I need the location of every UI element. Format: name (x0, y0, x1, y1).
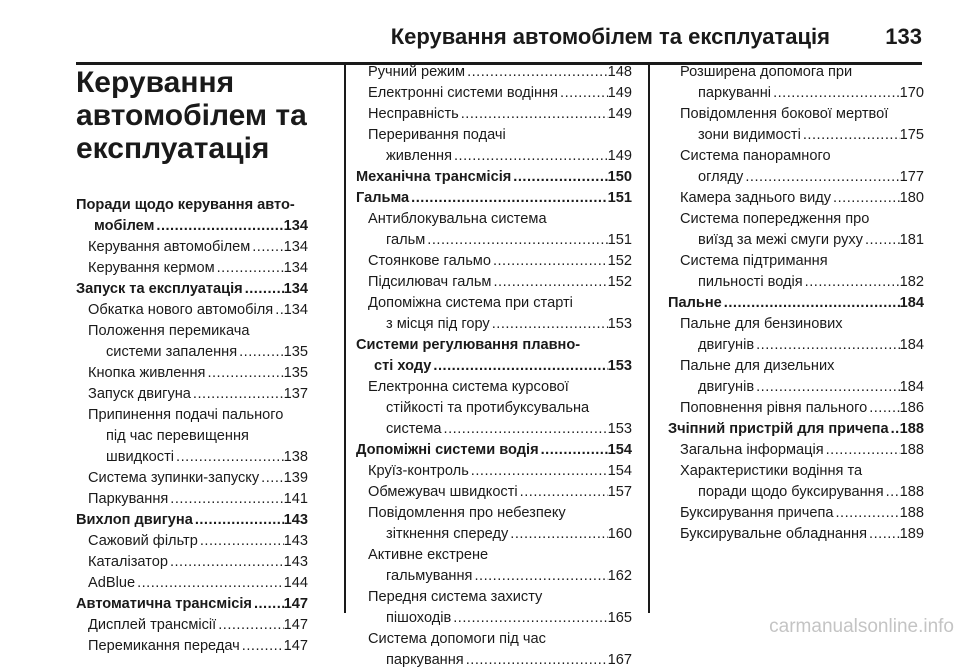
toc-section-entry[interactable] (76, 594, 308, 615)
toc-subsection-entry[interactable] (668, 62, 924, 104)
toc-leader-dots (472, 566, 607, 587)
toc-subsection-entry[interactable] (76, 468, 308, 489)
toc-leader-dots (863, 230, 900, 251)
toc-page-number: 188 (899, 484, 924, 500)
toc-leader-dots (889, 419, 900, 440)
toc-leader-dots (259, 468, 283, 489)
toc-entry-label: живлення (386, 148, 452, 164)
toc-leader-dots (490, 314, 608, 335)
toc-page-number: 138 (283, 449, 308, 465)
toc-subsection-entry[interactable] (668, 188, 924, 209)
toc-entry-label: Антиблокувальна система (368, 211, 547, 227)
toc-page-number: 167 (607, 652, 632, 668)
toc-entry-label: Вихлоп двигуна (76, 512, 193, 528)
toc-entry-label: Електронні системи водіння (368, 85, 559, 101)
toc-subsection-entry[interactable] (76, 300, 308, 321)
toc-page-number: 134 (283, 281, 308, 297)
toc-entry-label: Запуск двигуна (88, 386, 191, 402)
toc-page-number: 170 (899, 85, 924, 101)
toc-page-number: 153 (607, 421, 632, 437)
toc-entry-label: Розширена допомога при (680, 64, 853, 80)
page-header (76, 18, 922, 65)
toc-entry-label: Керування автомобілем (88, 239, 251, 255)
toc-subsection-entry[interactable] (76, 489, 308, 510)
toc-subsection-entry[interactable] (356, 629, 632, 671)
toc-entry-label: пильності водія (698, 274, 803, 290)
toc-page-number: 165 (607, 610, 632, 626)
toc-entry-label: Буксирування причепа (680, 505, 834, 521)
chapter-title (76, 66, 308, 165)
toc-entry-label: Камера заднього виду (680, 190, 832, 206)
toc-entry-label: Буксирувальне обладнання (680, 526, 868, 542)
header-title: Керування автомобілем та експлуатація (390, 24, 830, 49)
toc-subsection-entry[interactable] (356, 503, 632, 545)
toc-subsection-entry[interactable] (668, 356, 924, 398)
toc-page-number: 154 (607, 463, 632, 479)
toc-subsection-entry[interactable] (356, 482, 632, 503)
toc-leader-dots (801, 125, 900, 146)
toc-subsection-entry[interactable] (356, 461, 632, 482)
toc-entry-label: Система зупинки-запуску (88, 470, 260, 486)
toc-page-number: 134 (283, 239, 308, 255)
header-page-number: 133 (885, 24, 922, 49)
toc-leader-dots (539, 440, 608, 461)
toc-leader-dots (451, 608, 607, 629)
toc-leader-dots (867, 524, 900, 545)
column-divider (344, 64, 346, 613)
toc-leader-dots (240, 636, 284, 657)
toc-subsection-entry[interactable] (76, 615, 308, 636)
toc-entry-label: Зчіпний пристрій для причепа (668, 421, 889, 437)
toc-page-number: 149 (607, 85, 632, 101)
toc-leader-dots (508, 524, 607, 545)
toc-leader-dots (243, 279, 284, 300)
toc-page-number: 147 (283, 596, 308, 612)
toc-entry-label: Характеристики водіння та (680, 463, 863, 479)
toc-leader-dots (135, 573, 284, 594)
toc-subsection-entry[interactable] (76, 552, 308, 573)
toc-page-number: 149 (607, 106, 632, 122)
toc-leader-dots (452, 146, 608, 167)
toc-entry-label: Сажовий фільтр (88, 533, 198, 549)
toc-subsection-entry[interactable] (356, 209, 632, 251)
toc-entry-label: паркуванні (698, 85, 772, 101)
toc-entry-label: зони видимості (698, 127, 801, 143)
toc-entry-label: Системи регулювання плавно- (356, 337, 581, 353)
toc-section-entry[interactable] (76, 195, 308, 237)
toc-subsection-entry[interactable] (356, 377, 632, 440)
toc-subsection-entry[interactable] (356, 272, 632, 293)
toc-page-number: 141 (283, 491, 308, 507)
toc-entry-label: Система панорамного (680, 148, 831, 164)
toc-entry-label: швидкості (106, 449, 175, 465)
toc-entry-label: Положення перемикача (88, 323, 250, 339)
toc-leader-dots (168, 552, 284, 573)
toc-entry-label: Система підтримання (680, 253, 828, 269)
toc-page-number: 152 (607, 274, 632, 290)
toc-entry-label: Кнопка живлення (88, 365, 206, 381)
toc-subsection-entry[interactable] (76, 405, 308, 468)
toc-entry-label: Перемикання передач (88, 638, 240, 654)
toc-page-number: 152 (607, 253, 632, 269)
toc-entry-label: мобілем (94, 218, 155, 234)
toc-subsection-entry[interactable] (668, 524, 924, 545)
toc-leader-dots (193, 510, 284, 531)
toc-page-number: 188 (899, 505, 924, 521)
toc-leader-dots (409, 188, 607, 209)
toc-entry-label: Запуск та експлуатація (76, 281, 243, 297)
toc-leader-dots (754, 377, 900, 398)
toc-entry-label: двигунів (698, 337, 755, 353)
toc-entry-label: Пальне (668, 295, 722, 311)
toc-entry-label: Переривання подачі (368, 127, 506, 143)
toc-page-number: 143 (283, 512, 308, 528)
toc-page-number: 153 (607, 316, 632, 332)
toc-subsection-entry[interactable] (76, 573, 308, 594)
toc-leader-dots (511, 167, 607, 188)
toc-entry-label: сті ходу (374, 358, 432, 374)
toc-entry-label: стійкості та протибуксувальна (386, 400, 590, 416)
toc-page-number: 180 (899, 190, 924, 206)
toc-subsection-entry[interactable] (356, 125, 632, 167)
toc-subsection-entry[interactable] (356, 83, 632, 104)
toc-entry-label: огляду (698, 169, 744, 185)
toc-leader-dots (884, 482, 900, 503)
toc-subsection-entry[interactable] (668, 398, 924, 419)
toc-subsection-entry[interactable] (356, 104, 632, 125)
toc-subsection-entry[interactable] (76, 363, 308, 384)
toc-entry-label: пішоходів (386, 610, 452, 626)
toc-entry-label: гальм (386, 232, 426, 248)
toc-leader-dots (237, 342, 284, 363)
toc-page-number: 151 (607, 190, 632, 206)
toc-page-number: 162 (607, 568, 632, 584)
toc-entry-label: Дисплей трансмісії (88, 617, 217, 633)
toc-page-number: 149 (607, 148, 632, 164)
toc-leader-dots (464, 650, 608, 671)
toc-column-2 (356, 62, 632, 671)
toc-page-number: 157 (607, 484, 632, 500)
toc-leader-dots (174, 447, 284, 468)
toc-entry-label: Система попередження про (680, 211, 870, 227)
toc-entry-label: Система допомоги під час (368, 631, 546, 647)
column-divider (648, 64, 650, 613)
toc-entry-label: Пальне для дизельних (680, 358, 835, 374)
toc-entry-label: Повідомлення про небезпеку (368, 505, 566, 521)
toc-page-number: 147 (283, 638, 308, 654)
toc-page-number: 150 (607, 169, 632, 185)
toc-subsection-entry[interactable] (76, 531, 308, 552)
toc-page-number: 143 (283, 554, 308, 570)
toc-subsection-entry[interactable] (668, 503, 924, 524)
toc-subsection-entry[interactable] (76, 636, 308, 657)
toc-page-number: 184 (899, 295, 924, 311)
toc-entry-label: Автоматична трансмісія (76, 596, 252, 612)
toc-section-entry[interactable] (668, 293, 924, 314)
toc-page-number: 137 (283, 386, 308, 402)
toc-page-number: 186 (899, 400, 924, 416)
toc-subsection-entry[interactable] (668, 440, 924, 461)
toc-page-number: 144 (283, 575, 308, 591)
toc-section-entry[interactable] (356, 440, 632, 461)
toc-subsection-entry[interactable] (668, 209, 924, 251)
toc-entry-label: Обкатка нового автомобіля (88, 302, 274, 318)
toc-entry-label: Підсилювач гальм (368, 274, 492, 290)
toc-page-number: 175 (899, 127, 924, 143)
toc-leader-dots (425, 230, 607, 251)
toc-section-entry[interactable] (356, 188, 632, 209)
toc-page-number: 147 (283, 617, 308, 633)
toc-leader-dots (273, 300, 283, 321)
toc-subsection-entry[interactable] (668, 461, 924, 503)
chapter-title-line: експлуатація (76, 132, 270, 165)
toc-leader-dots (831, 188, 900, 209)
toc-entry-label: Ручний режим (368, 64, 466, 80)
toc-entry-label: Гальма (356, 190, 410, 206)
toc-section-entry[interactable] (76, 279, 308, 300)
toc-entry-label: Допоміжна система при старті (368, 295, 573, 311)
toc-leader-dots (442, 419, 608, 440)
toc-leader-dots (216, 615, 283, 636)
chapter-title-line: автомобілем та (76, 99, 307, 132)
toc-entry-label: системи запалення (106, 344, 238, 360)
toc-leader-dots (491, 251, 608, 272)
toc-entry-label: виїзд за межі смуги руху (698, 232, 863, 248)
toc-section-entry[interactable] (356, 335, 632, 377)
toc-entry-label: паркування (386, 652, 464, 668)
toc-leader-dots (722, 293, 900, 314)
toc-leader-dots (250, 237, 283, 258)
toc-entry-label: Поради щодо керування авто- (76, 197, 295, 213)
toc-leader-dots (431, 356, 607, 377)
toc-section-entry[interactable] (356, 167, 632, 188)
toc-page-number: 181 (899, 232, 924, 248)
toc-entry-label: Пальне для бензинових (680, 316, 843, 332)
toc-entry-label: з місця під гору (386, 316, 490, 332)
toc-page-number: 184 (899, 337, 924, 353)
toc-leader-dots (469, 461, 608, 482)
toc-page-number: 134 (283, 218, 308, 234)
toc-page-number: 160 (607, 526, 632, 542)
toc-subsection-entry[interactable] (356, 545, 632, 587)
toc-entry-label: Припинення подачі пального (88, 407, 284, 423)
toc-page-number: 188 (899, 421, 924, 437)
toc-entry-label: Несправність (368, 106, 459, 122)
toc-subsection-entry[interactable] (76, 237, 308, 258)
toc-page-number: 143 (283, 533, 308, 549)
toc-entry-label: Поповнення рівня пального (680, 400, 868, 416)
toc-leader-dots (834, 503, 900, 524)
toc-leader-dots (518, 482, 608, 503)
toc-page-number: 188 (899, 442, 924, 458)
toc-entry-label: Механічна трансмісія (356, 169, 512, 185)
toc-entry-label: Паркування (88, 491, 169, 507)
toc-column-1 (76, 62, 308, 657)
toc-entry-label: AdBlue (88, 575, 136, 591)
toc-entry-label: Керування кермом (88, 260, 215, 276)
toc-entry-label: Повідомлення бокової мертвої (680, 106, 889, 122)
toc-entry-label: система (386, 421, 442, 437)
toc-leader-dots (465, 62, 608, 83)
toc-page-number: 134 (283, 302, 308, 318)
toc-leader-dots (558, 83, 608, 104)
toc-leader-dots (754, 335, 900, 356)
toc-leader-dots (198, 531, 284, 552)
toc-entry-label: Електронна система курсової (368, 379, 569, 395)
toc-entry-label: гальмування (386, 568, 473, 584)
toc-leader-dots (803, 272, 900, 293)
toc-subsection-entry[interactable] (356, 293, 632, 335)
toc-leader-dots (459, 104, 608, 125)
toc-leader-dots (252, 594, 284, 615)
toc-leader-dots (743, 167, 899, 188)
toc-subsection-entry[interactable] (76, 384, 308, 405)
toc-leader-dots (205, 363, 283, 384)
toc-entry-label: Круїз-контроль (368, 463, 469, 479)
toc-leader-dots (215, 258, 284, 279)
toc-page-number: 135 (283, 344, 308, 360)
toc-page-number: 177 (899, 169, 924, 185)
toc-subsection-entry[interactable] (668, 104, 924, 146)
toc-section-entry[interactable] (668, 419, 924, 440)
toc-subsection-entry[interactable] (668, 146, 924, 188)
toc-subsection-entry[interactable] (76, 321, 308, 363)
toc-leader-dots (824, 440, 900, 461)
toc-entry-label: під час перевищення (106, 428, 249, 444)
toc-page-number: 154 (607, 442, 632, 458)
toc-leader-dots (771, 83, 900, 104)
toc-entry-label: Активне екстрене (368, 547, 489, 563)
toc-page-number: 151 (607, 232, 632, 248)
toc-column-3 (668, 62, 924, 545)
toc-page-number: 134 (283, 260, 308, 276)
toc-section-entry[interactable] (76, 510, 308, 531)
chapter-title-line: Керування (76, 66, 235, 99)
toc-subsection-entry[interactable] (668, 314, 924, 356)
toc-subsection-entry[interactable] (356, 251, 632, 272)
toc-page-number: 184 (899, 379, 924, 395)
watermark-text: carmanualsonline.info (769, 616, 954, 637)
toc-entry-label: зіткнення спереду (386, 526, 509, 542)
toc-leader-dots (491, 272, 607, 293)
toc-page-number: 182 (899, 274, 924, 290)
toc-page-number: 153 (607, 358, 632, 374)
toc-leader-dots (191, 384, 284, 405)
toc-subsection-entry[interactable] (356, 62, 632, 83)
toc-entry-label: поради щодо буксирування (698, 484, 884, 500)
toc-entry-label: Загальна інформація (680, 442, 824, 458)
toc-leader-dots (168, 489, 283, 510)
toc-page-number: 135 (283, 365, 308, 381)
toc-entry-label: Обмежувач швидкості (368, 484, 518, 500)
toc-page-number: 148 (607, 64, 632, 80)
toc-subsection-entry[interactable] (76, 258, 308, 279)
toc-page-number: 189 (899, 526, 924, 542)
toc-subsection-entry[interactable] (668, 251, 924, 293)
toc-entry-label: Каталізатор (88, 554, 168, 570)
toc-leader-dots (867, 398, 899, 419)
toc-leader-dots (154, 216, 283, 237)
toc-entry-label: Стоянкове гальмо (368, 253, 491, 269)
toc-entry-label: Передня система захисту (368, 589, 543, 605)
toc-entry-label: двигунів (698, 379, 755, 395)
toc-page-number: 139 (283, 470, 308, 486)
toc-subsection-entry[interactable] (356, 587, 632, 629)
toc-entry-label: Допоміжні системи водія (356, 442, 539, 458)
